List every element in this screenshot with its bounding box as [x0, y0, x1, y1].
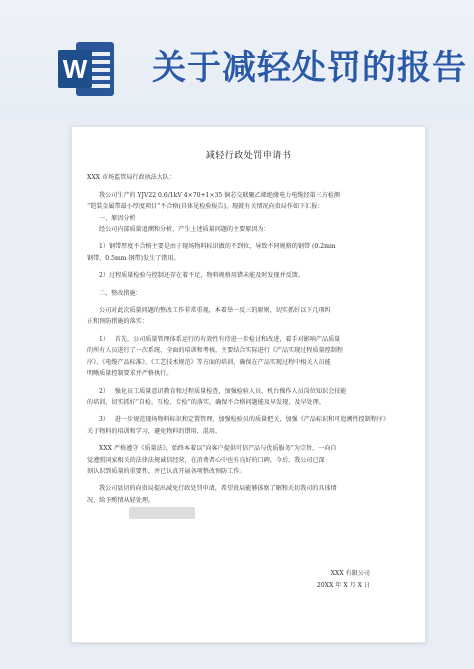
measures-intro-line-2: 正和预防措施的落实：: [87, 318, 148, 326]
cause1-line-2: 钢带、0.5mm 钢带)发生了错用。: [87, 254, 180, 262]
signature-company: XXX 有限公司: [330, 570, 370, 578]
measures-intro-line-1: 公司对此次质量问题的整改工作非常重视，本着举一反三的原则，切实抓好以下几项纠: [99, 307, 331, 315]
closing-line-2: 觉遵照国家相关的法律法规诚信经营，在消费者心中也有良好的口碑。今后，我公司已深: [87, 456, 325, 464]
section1-intro: 经公司内部质量追溯和分析，产生上述质量问题的主要原因为：: [99, 226, 270, 234]
request-line-1: 我公司县切的向贵局提出减免行政处罚申请，希望贵局能够体察了解和关切我司的具体情: [99, 485, 337, 493]
request-line-2: 况，给予酌情从轻处理。: [87, 496, 155, 504]
recipient-line: XXX 市场监管局行政执法大队：: [87, 174, 176, 182]
measure2-line-1: 2） 强化员工质量意识教育和过程质量检查，加强检验人员、机台操作人员岗位知识会技能: [99, 387, 347, 395]
word-logo-letter: W: [62, 54, 88, 84]
cause2-line: 2）过程质量检验与控制还存在着不足，物料规格用错未能及时发现并反馈。: [99, 272, 304, 280]
document-title: 减轻行政处罚申请书: [205, 151, 292, 161]
intro-line-1: 我公司生产的 YJV22 0.6/1kV 4×70+1×35 铜芯交联聚乙烯绝缘电力电缆经第三方检测: [99, 191, 341, 199]
section1-heading: 一、原因分析: [99, 214, 136, 222]
closing-line-3: 刻认识到质量的重要性，并已认真开展各项整改预防工作。: [87, 467, 246, 475]
signature-block: [87, 568, 410, 591]
section2-heading: 二、整改措施：: [99, 289, 142, 297]
measure1-line-1: 1） 首先，公司质量管理体系运行的有效性有待进一步检讨和改进，着手对影响产品质量: [99, 335, 341, 343]
cause1-line-1: 1）钢带厚度不合格主要是由于现场物料标识做的不到位，导致不同规格的钢带 (0.2mm: [99, 243, 336, 251]
redaction-mark: [129, 507, 195, 519]
document-body: [87, 151, 410, 591]
measure1-line-3: 序》、《电缆产品标准》、《工艺技术规范》等方面的培训，确保在产品实现过程中相关人员能: [87, 358, 331, 366]
measure3-line-1: 3） 进一步规范现场物料标识和定置管理，加强检验员的质量把关，加强《产品标识和可追溯性控制程序》: [99, 416, 389, 424]
document-page: [71, 126, 426, 643]
banner: [0, 0, 474, 118]
word-icon: [58, 40, 116, 98]
measure1-line-4: 明晰质量控制要求并严格执行。: [87, 370, 173, 378]
measure3-line-2: 关于物料的培训和学习，避免物料的错用、混用。: [87, 427, 222, 435]
intro-line-2: “铠装金属带最小厚度项目”不合格(具体见检验报告)，现就有关情况向贵局作如下汇报：: [87, 203, 324, 211]
measure1-line-2: 的所有人员进行了一次系统、全面的培训和考核，主要结合实际进行《产品实现过程质量控制程: [87, 347, 343, 355]
measure2-line-2: 的培训，切实抓好“自检、互检、专检”的落实，确保不合格问题能及早发现，及早处理。: [87, 398, 325, 406]
signature-date: 20XX 年 X 月 X 日: [316, 581, 370, 589]
banner-title: 关于减轻处罚的报告: [152, 48, 467, 88]
closing-line-1: XXX 严格遵守《质量法》，始终本着以“向客户提供可信产品与优质服务”为宗旨，一向自: [99, 445, 337, 453]
